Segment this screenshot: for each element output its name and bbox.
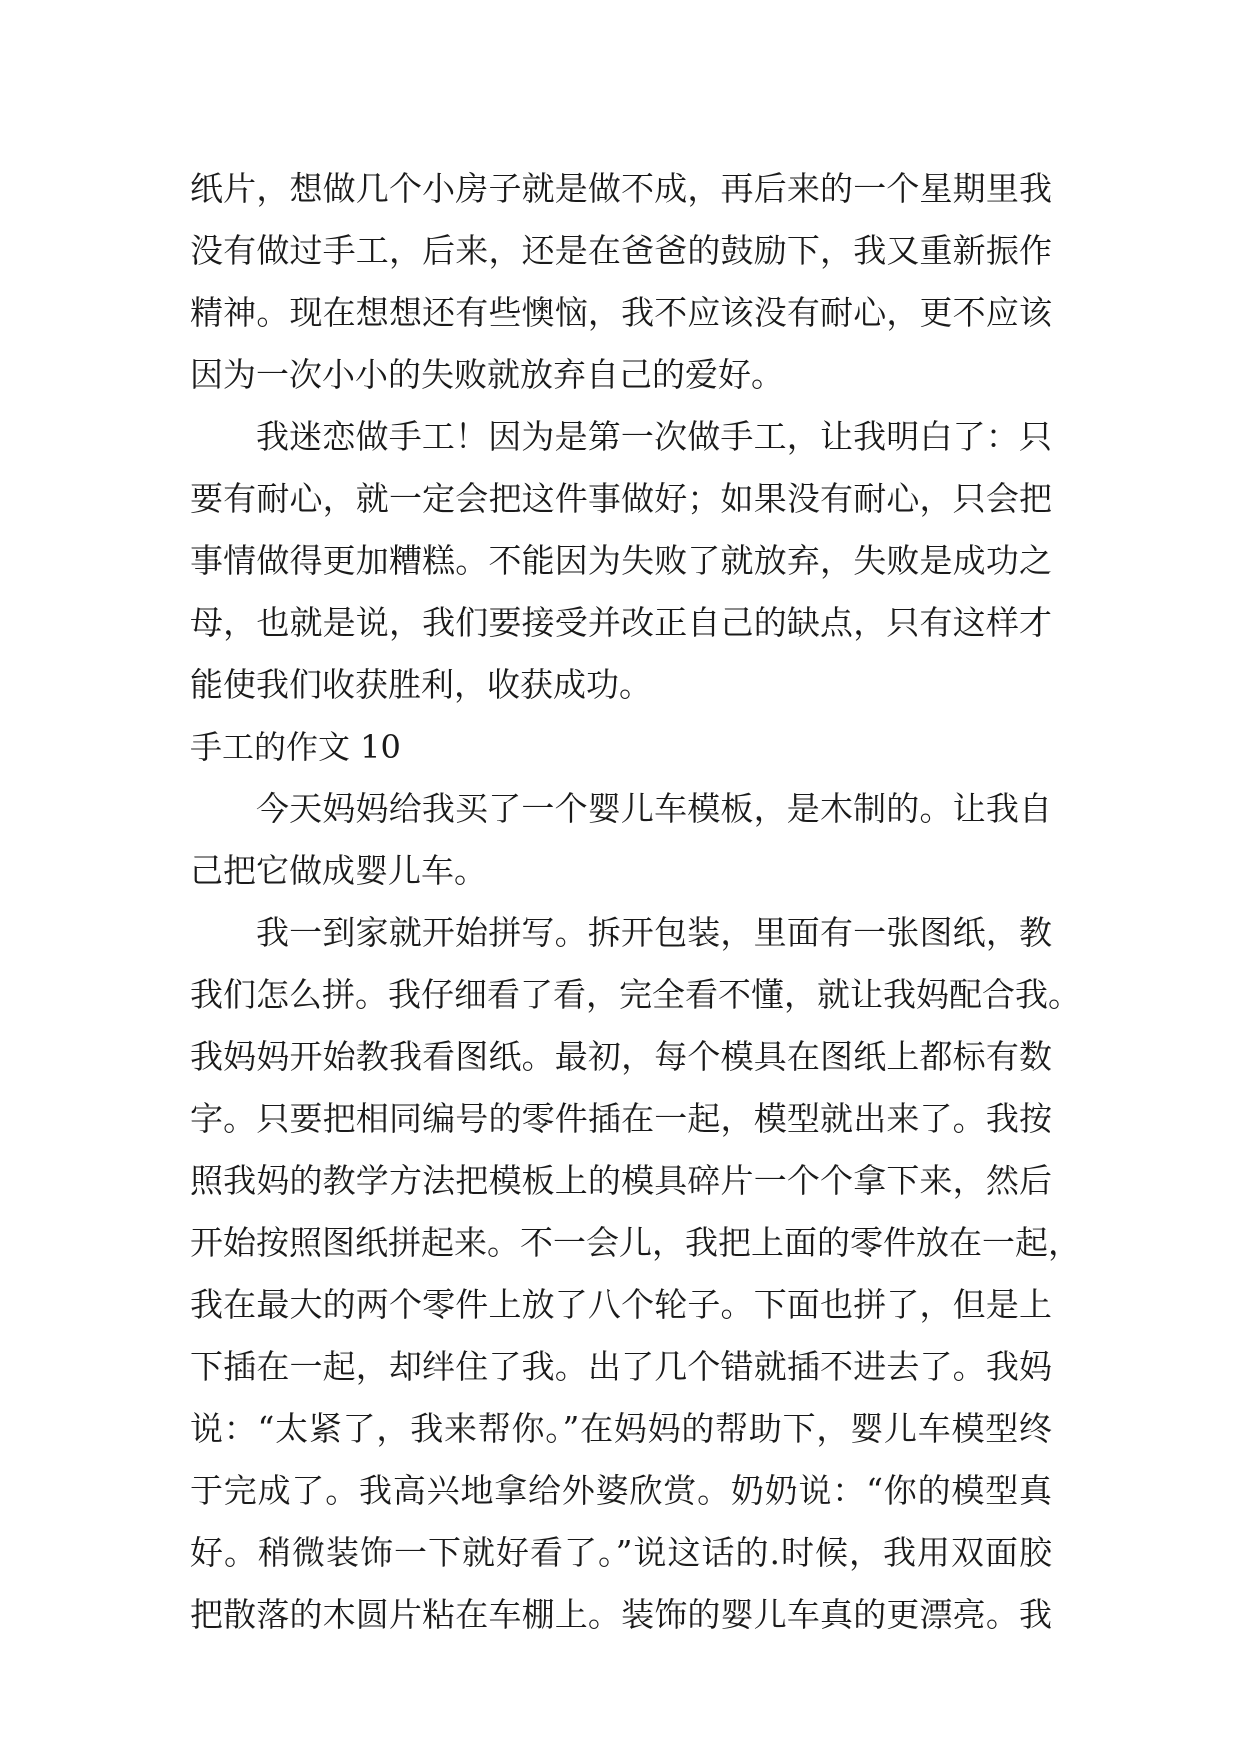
paragraph-line: 己把它做成婴儿车。 [190, 851, 487, 890]
paragraph-line: 好。稍微装饰一下就好看了。”说这话的.时候，我用双面胶 [190, 1533, 1052, 1572]
paragraph-line: 要有耐心，就一定会把这件事做好；如果没有耐心，只会把 [190, 479, 1052, 518]
paragraph-line: 我一到家就开始拼写。拆开包装，里面有一张图纸，教 [256, 913, 1052, 952]
paragraph-line: 我妈妈开始教我看图纸。最初，每个模具在图纸上都标有数 [190, 1037, 1052, 1076]
paragraph-line: 说：“太紧了，我来帮你。”在妈妈的帮助下，婴儿车模型终 [190, 1409, 1052, 1448]
paragraph-line: 今天妈妈给我买了一个婴儿车模板，是木制的。让我自 [256, 789, 1052, 828]
paragraph-line: 字。只要把相同编号的零件插在一起，模型就出来了。我按 [190, 1099, 1052, 1138]
paragraph-line: 没有做过手工，后来，还是在爸爸的鼓励下，我又重新振作 [190, 231, 1052, 270]
paragraph-line: 因为一次小小的失败就放弃自己的爱好。 [190, 355, 784, 394]
paragraph-line: 把散落的木圆片粘在车棚上。装饰的婴儿车真的更漂亮。我 [190, 1595, 1052, 1634]
paragraph-line: 能使我们收获胜利，收获成功。 [190, 665, 652, 704]
section-heading: 手工的作文 10 [190, 728, 401, 766]
paragraph-line: 纸片，想做几个小房子就是做不成，再后来的一个星期里我 [190, 169, 1052, 208]
paragraph-line: 母，也就是说，我们要接受并改正自己的缺点，只有这样才 [190, 603, 1052, 642]
paragraph-line: 事情做得更加糟糕。不能因为失败了就放弃，失败是成功之 [190, 541, 1052, 580]
paragraph-line: 下插在一起，却绊住了我。出了几个错就插不进去了。我妈 [190, 1347, 1052, 1386]
document-body [190, 158, 1081, 1646]
paragraph-line: 我在最大的两个零件上放了八个轮子。下面也拼了，但是上 [190, 1285, 1052, 1324]
paragraph-line: 于完成了。我高兴地拿给外婆欣赏。奶奶说：“你的模型真 [190, 1471, 1052, 1510]
paragraph-line: 照我妈的教学方法把模板上的模具碎片一个个拿下来，然后 [190, 1161, 1052, 1200]
paragraph-line: 开始按照图纸拼起来。不一会儿，我把上面的零件放在一起， [190, 1223, 1081, 1262]
paragraph-line: 我们怎么拼。我仔细看了看，完全看不懂，就让我妈配合我。 [190, 975, 1081, 1014]
paragraph-line: 我迷恋做手工！因为是第一次做手工，让我明白了：只 [256, 417, 1052, 456]
paragraph-line: 精神。现在想想还有些懊恼，我不应该没有耐心，更不应该 [190, 293, 1052, 332]
